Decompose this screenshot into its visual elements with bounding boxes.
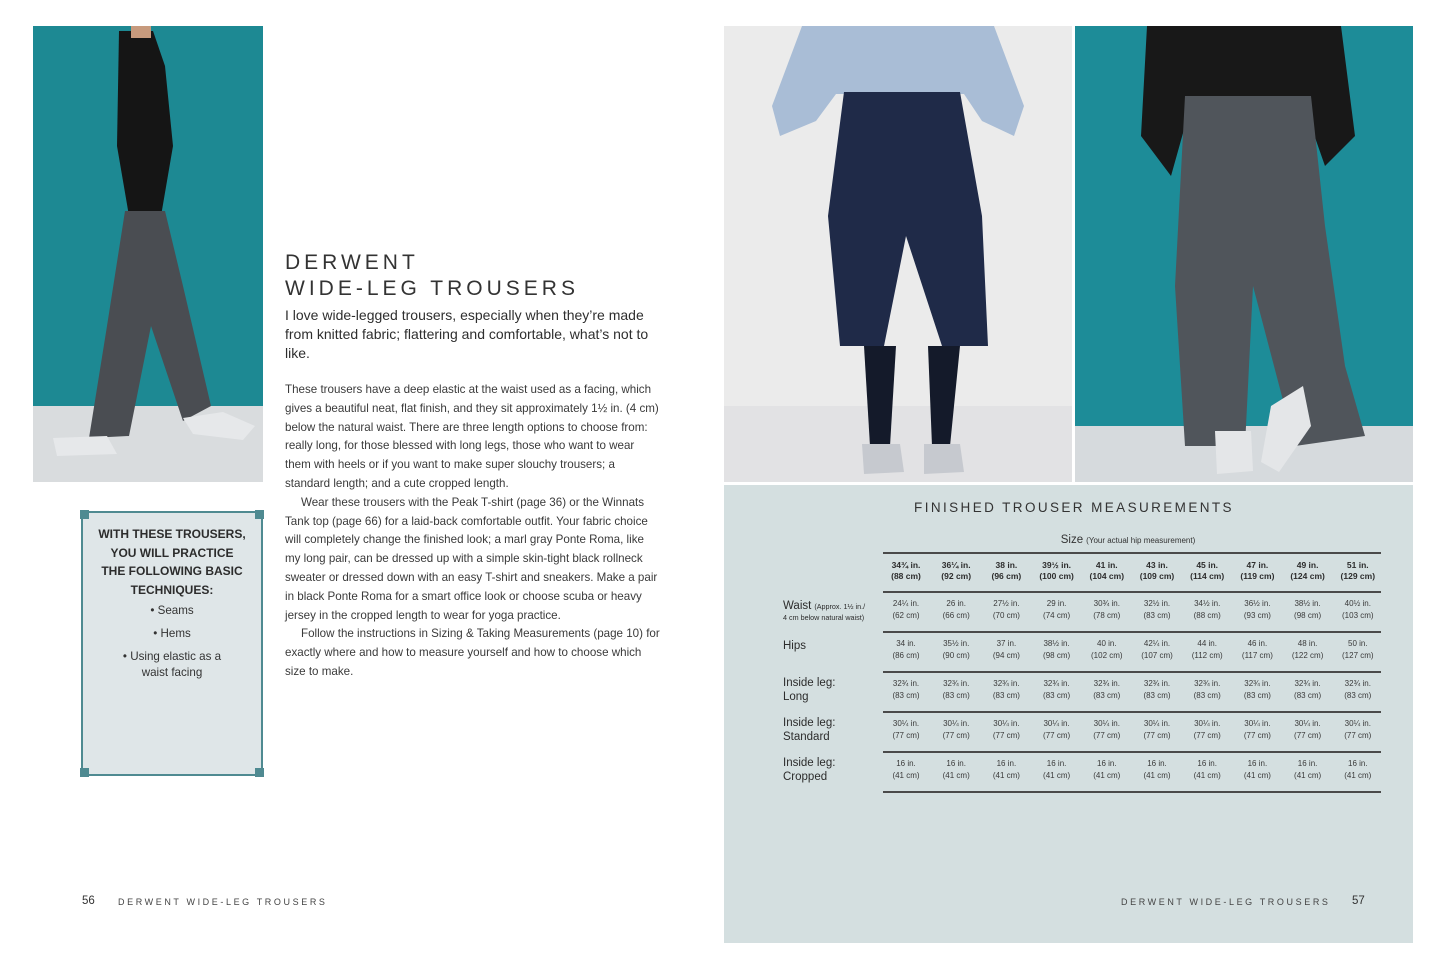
table-cell — [1232, 638, 1282, 662]
cell-cm: (41 cm) — [892, 771, 920, 780]
cell-inches: 37 in. — [996, 639, 1017, 648]
cell-inches: 27½ in. — [993, 599, 1020, 608]
cell-cm: (70 cm) — [992, 611, 1020, 620]
table-cell — [931, 638, 981, 662]
row-label-text: Inside leg: — [783, 717, 836, 729]
body-text — [285, 381, 661, 682]
row-label-note: (Approx. 1½ in./ — [814, 602, 866, 611]
cell-cm: (78 cm) — [1093, 611, 1121, 620]
cell-cm: (77 cm) — [992, 731, 1020, 740]
cell-inches: 16 in. — [1297, 759, 1318, 768]
size-cm: (88 cm) — [891, 571, 921, 581]
cell-cm: (41 cm) — [1043, 771, 1071, 780]
table-cell — [881, 638, 931, 662]
table-cell — [1333, 678, 1383, 702]
table-cell — [881, 718, 931, 742]
size-inches: 39½ in. — [1042, 560, 1071, 570]
table-cell — [931, 598, 981, 622]
cell-cm: (83 cm) — [1344, 691, 1372, 700]
cell-cm: (83 cm) — [1143, 691, 1171, 700]
cell-cm: (98 cm) — [1294, 611, 1322, 620]
table-cell — [1032, 678, 1082, 702]
table-cell — [1182, 678, 1232, 702]
cell-inches: 32¾ in. — [1043, 679, 1070, 688]
table-cell — [1082, 718, 1132, 742]
row-label — [783, 676, 883, 704]
row-label-text: Cropped — [783, 771, 828, 783]
size-inches: 43 in. — [1146, 560, 1168, 570]
corner-mark — [255, 768, 264, 777]
technique-item — [83, 649, 261, 681]
technique-text: • Using elastic as a — [122, 650, 222, 663]
table-cell — [1283, 718, 1333, 742]
cell-cm: (102 cm) — [1091, 651, 1123, 660]
cell-inches: 32¾ in. — [943, 679, 970, 688]
cell-cm: (77 cm) — [1193, 731, 1221, 740]
cell-inches: 16 in. — [1247, 759, 1268, 768]
body-paragraph: Follow the instructions in Sizing & Taking Measurements (page 10) for exactly where and how to measure yourself and how to choose which size to make. — [285, 627, 660, 678]
size-cm: (109 cm) — [1139, 571, 1175, 581]
cell-cm: (90 cm) — [942, 651, 970, 660]
table-cell — [1232, 758, 1282, 782]
cell-cm: (77 cm) — [1043, 731, 1071, 740]
cell-inches: 30¼ in. — [1194, 719, 1221, 728]
table-rule — [883, 552, 1381, 554]
cell-cm: (74 cm) — [1043, 611, 1071, 620]
cell-cm: (83 cm) — [892, 691, 920, 700]
row-label-text: Inside leg: — [783, 757, 836, 769]
size-cm: (100 cm) — [1039, 571, 1074, 581]
size-column-header — [981, 560, 1031, 582]
cell-cm: (77 cm) — [942, 731, 970, 740]
row-label-text: Inside leg: — [783, 677, 836, 689]
table-cell — [981, 758, 1031, 782]
size-cm: (96 cm) — [991, 571, 1022, 581]
cell-cm: (94 cm) — [992, 651, 1020, 660]
cell-inches: 16 in. — [1097, 759, 1117, 768]
table-cell — [1132, 718, 1182, 742]
cell-cm: (122 cm) — [1291, 651, 1324, 660]
cell-cm: (127 cm) — [1342, 651, 1374, 660]
cell-inches: 30¼ in. — [1344, 719, 1371, 728]
cell-cm: (41 cm) — [1294, 771, 1322, 780]
cell-cm: (86 cm) — [892, 651, 920, 660]
cell-cm: (107 cm) — [1141, 651, 1173, 660]
cell-inches: 32½ in. — [1143, 599, 1171, 608]
table-cell — [1182, 758, 1232, 782]
table-cell — [1283, 678, 1333, 702]
table-cell — [1232, 678, 1282, 702]
right-page-number: 57 — [1352, 895, 1365, 907]
table-cell — [1232, 718, 1282, 742]
heading-line: WITH THESE TROUSERS, — [98, 527, 246, 541]
cell-cm: (93 cm) — [1243, 611, 1271, 620]
cell-cm: (41 cm) — [942, 771, 970, 780]
table-cell — [1182, 638, 1232, 662]
body-paragraph: These trousers have a deep elastic at the waist used as a facing, which gives a beautiful neat, flat finish, and they sit approximately 1½ in. (4 cm) below the natural waist. There are three length options to choose from: really long, for those blessed with long legs, those who want to wear them with heels or if you want to make super slouchy trousers; a standard length; and a cute cropped length. — [285, 383, 659, 490]
size-inches: 36¼ in. — [941, 560, 971, 570]
cell-inches: 50 in. — [1348, 639, 1368, 648]
table-cell — [1283, 758, 1333, 782]
cell-inches: 30¼ in. — [1143, 719, 1171, 728]
size-note: (Your actual hip measurement) — [1086, 536, 1196, 545]
size-column-header — [931, 560, 981, 582]
techniques-list — [83, 603, 261, 688]
size-column-header — [1032, 560, 1082, 582]
photo-cropped-navy-trousers — [724, 26, 1072, 482]
corner-mark — [80, 510, 89, 519]
cell-inches: 32¾ in. — [1294, 679, 1321, 688]
cell-inches: 16 in. — [1197, 759, 1217, 768]
technique-text: waist facing — [141, 666, 203, 679]
table-cell — [1132, 758, 1182, 782]
table-cell — [1283, 598, 1333, 622]
cell-cm: (83 cm) — [1143, 611, 1171, 620]
cell-inches: 32¾ in. — [892, 679, 920, 688]
cell-cm: (83 cm) — [1193, 691, 1221, 700]
size-inches: 51 in. — [1346, 560, 1369, 570]
table-cell — [1182, 718, 1232, 742]
measurements-title: FINISHED TROUSER MEASUREMENTS — [914, 500, 1234, 515]
left-running-title: DERWENT WIDE-LEG TROUSERS — [118, 897, 328, 907]
table-cell — [1132, 678, 1182, 702]
cell-inches: 30¾ in. — [1093, 599, 1120, 608]
table-cell — [1082, 678, 1132, 702]
cell-cm: (41 cm) — [1143, 771, 1171, 780]
table-cell — [1333, 718, 1383, 742]
table-rule — [883, 671, 1381, 673]
table-cell — [881, 598, 931, 622]
cell-inches: 16 in. — [1147, 759, 1167, 768]
cell-cm: (83 cm) — [1294, 691, 1322, 700]
table-cell — [1082, 598, 1132, 622]
cell-inches: 32¾ in. — [1344, 679, 1371, 688]
technique-text: • Hems — [153, 627, 191, 640]
cell-cm: (103 cm) — [1342, 611, 1374, 620]
cell-cm: (112 cm) — [1191, 651, 1223, 660]
cell-cm: (41 cm) — [1243, 771, 1271, 780]
table-cell — [1333, 758, 1383, 782]
body-paragraph: Wear these trousers with the Peak T-shirt (page 36) or the Winnats Tank top (page 66) for a laid-back comfortable outfit. Your fabric choice will completely change the finished look; a marl gray Ponte Roma, like my long pair, can be dressed up with a simple skin-tight black rollneck sweater or dressed down with an easy T-shirt and sneakers. Make a pair in black Ponte Roma for a smart office look or choose scuba or heavy jersey in the cropped length to wear for yoga practice. — [285, 495, 658, 622]
table-rule — [883, 711, 1381, 713]
cell-inches: 36½ in. — [1244, 599, 1271, 608]
table-cell — [931, 678, 981, 702]
cell-cm: (88 cm) — [1193, 611, 1221, 620]
cell-inches: 40 in. — [1097, 639, 1117, 648]
size-cm: (114 cm) — [1190, 571, 1225, 581]
cell-inches: 42¼ in. — [1143, 639, 1171, 648]
cell-inches: 40½ in. — [1344, 599, 1371, 608]
size-inches: 34¾ in. — [891, 560, 921, 570]
table-cell — [981, 638, 1031, 662]
cell-inches: 30¼ in. — [1294, 719, 1321, 728]
table-cell — [931, 718, 981, 742]
row-label-note: 4 cm below natural waist) — [783, 613, 865, 622]
cell-inches: 34 in. — [896, 639, 916, 648]
table-cell — [881, 678, 931, 702]
cell-inches: 30¼ in. — [943, 719, 970, 728]
photo-wide-leg-gray-trousers — [1075, 26, 1413, 482]
table-cell — [1333, 598, 1383, 622]
cell-inches: 30¼ in. — [1043, 719, 1070, 728]
size-caption — [883, 534, 1373, 546]
cell-cm: (41 cm) — [1093, 771, 1121, 780]
cell-inches: 32¾ in. — [1143, 679, 1171, 688]
cell-inches: 16 in. — [996, 759, 1017, 768]
heading-line: YOU WILL PRACTICE — [110, 545, 234, 560]
cell-inches: 32¾ in. — [1093, 679, 1120, 688]
table-cell — [1232, 598, 1282, 622]
cell-inches: 46 in. — [1247, 639, 1268, 648]
page-title — [285, 250, 579, 302]
size-cm: (124 cm) — [1290, 571, 1325, 581]
row-label — [783, 599, 883, 623]
cell-inches: 16 in. — [1348, 759, 1368, 768]
cell-cm: (98 cm) — [1043, 651, 1071, 660]
table-cell — [981, 678, 1031, 702]
table-cell — [1032, 718, 1082, 742]
cell-inches: 44 in. — [1197, 639, 1217, 648]
title-line: WIDE-LEG TROUSERS — [285, 277, 579, 300]
table-rule — [883, 631, 1381, 633]
cell-inches: 35½ in. — [943, 639, 970, 648]
size-inches: 45 in. — [1196, 560, 1219, 570]
table-cell — [1032, 638, 1082, 662]
cell-cm: (83 cm) — [1243, 691, 1271, 700]
cell-cm: (77 cm) — [892, 731, 920, 740]
cell-cm: (77 cm) — [1093, 731, 1121, 740]
cell-inches: 38½ in. — [1294, 599, 1321, 608]
table-cell — [1333, 638, 1383, 662]
table-cell — [1132, 638, 1182, 662]
table-cell — [1082, 758, 1132, 782]
techniques-heading — [83, 525, 261, 599]
cell-inches: 30¼ in. — [1244, 719, 1271, 728]
photo-woman-walking-long-trousers — [33, 26, 263, 482]
size-cm: (92 cm) — [941, 571, 972, 581]
title-line: DERWENT — [285, 251, 419, 274]
size-cm: (129 cm) — [1340, 571, 1376, 581]
cell-cm: (41 cm) — [1344, 771, 1372, 780]
cell-cm: (83 cm) — [942, 691, 970, 700]
corner-mark — [80, 768, 89, 777]
table-cell — [1283, 638, 1333, 662]
cell-inches: 16 in. — [1046, 759, 1067, 768]
cell-cm: (41 cm) — [1193, 771, 1221, 780]
cell-inches: 16 in. — [896, 759, 916, 768]
cell-inches: 48 in. — [1297, 639, 1318, 648]
cell-inches: 30¼ in. — [892, 719, 920, 728]
size-column-header — [1333, 560, 1383, 582]
size-inches: 49 in. — [1296, 560, 1319, 570]
table-cell — [1082, 638, 1132, 662]
row-label-text: Standard — [783, 731, 830, 743]
size-column-header — [1132, 560, 1182, 582]
technique-item — [83, 626, 261, 642]
corner-mark — [255, 510, 264, 519]
size-column-header — [881, 560, 931, 582]
technique-item — [83, 603, 261, 619]
table-cell — [1132, 598, 1182, 622]
left-page-number: 56 — [82, 895, 95, 907]
size-cm: (119 cm) — [1240, 571, 1275, 581]
size-inches: 41 in. — [1095, 560, 1118, 570]
size-column-header — [1283, 560, 1333, 582]
cell-inches: 24¼ in. — [892, 599, 920, 608]
table-cell — [1182, 598, 1232, 622]
table-cell — [1032, 598, 1082, 622]
cell-cm: (77 cm) — [1344, 731, 1372, 740]
cell-cm: (66 cm) — [942, 611, 970, 620]
table-cell — [1032, 758, 1082, 782]
intro-paragraph: I love wide-legged trousers, especially when they’re made from knitted fabric; flattering and comfortable, what’s not to like. — [285, 307, 649, 361]
size-column-header — [1182, 560, 1232, 582]
row-label — [783, 639, 883, 653]
size-column-header — [1232, 560, 1282, 582]
row-label-text: Hips — [783, 640, 807, 652]
right-running-title: DERWENT WIDE-LEG TROUSERS — [1121, 897, 1331, 907]
row-label-text: Long — [783, 691, 809, 703]
cell-cm: (83 cm) — [1043, 691, 1071, 700]
cell-cm: (62 cm) — [892, 611, 920, 620]
table-cell — [931, 758, 981, 782]
row-label-text: Waist — [783, 600, 812, 612]
size-label: Size — [1060, 534, 1084, 546]
cell-inches: 29 in. — [1046, 599, 1067, 608]
row-label-line — [783, 599, 883, 613]
cell-inches: 34½ in. — [1194, 599, 1221, 608]
table-cell — [981, 718, 1031, 742]
table-rule — [883, 791, 1381, 793]
cell-inches: 32¾ in. — [993, 679, 1020, 688]
cell-cm: (77 cm) — [1243, 731, 1271, 740]
cell-inches: 32¾ in. — [1194, 679, 1221, 688]
row-label — [783, 716, 883, 744]
cell-cm: (77 cm) — [1294, 731, 1322, 740]
cell-cm: (41 cm) — [992, 771, 1020, 780]
cell-inches: 16 in. — [946, 759, 966, 768]
table-rule — [883, 751, 1381, 753]
technique-text: • Seams — [150, 604, 194, 617]
table-cell — [981, 598, 1031, 622]
cell-cm: (77 cm) — [1143, 731, 1171, 740]
size-cm: (104 cm) — [1089, 571, 1125, 581]
cell-cm: (83 cm) — [992, 691, 1020, 700]
size-column-header — [1082, 560, 1132, 582]
table-cell — [881, 758, 931, 782]
row-label — [783, 756, 883, 784]
cell-cm: (117 cm) — [1241, 651, 1273, 660]
cell-inches: 30¼ in. — [1093, 719, 1120, 728]
cell-cm: (83 cm) — [1093, 691, 1121, 700]
heading-line: THE FOLLOWING BASIC — [101, 564, 243, 578]
cell-inches: 26 in. — [946, 599, 966, 608]
size-inches: 47 in. — [1246, 560, 1269, 570]
heading-line: TECHNIQUES: — [130, 582, 214, 597]
cell-inches: 38½ in. — [1043, 639, 1070, 648]
cell-inches: 30¼ in. — [993, 719, 1020, 728]
size-inches: 38 in. — [995, 560, 1018, 570]
cell-inches: 32¾ in. — [1244, 679, 1271, 688]
table-rule — [883, 591, 1381, 593]
techniques-box — [81, 511, 263, 776]
